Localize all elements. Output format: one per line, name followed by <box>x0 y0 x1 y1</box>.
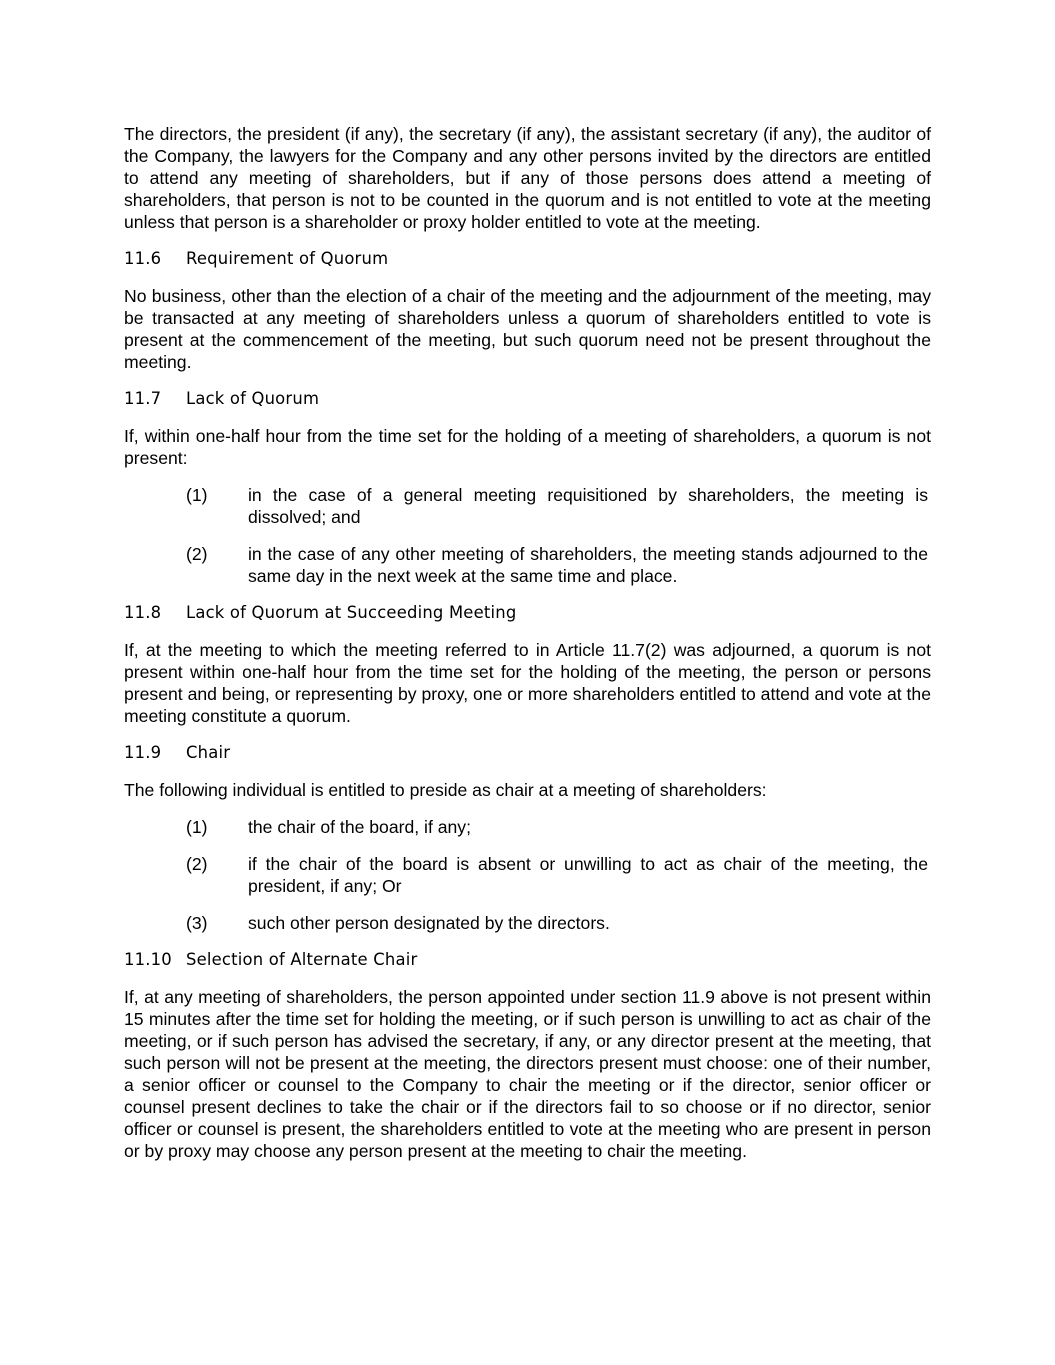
section-heading-11-8 <box>124 602 931 624</box>
section-body-11-7: If, within one-half hour from the time set for the holding of a meeting of shareholders, a quorum is not present: <box>124 426 931 468</box>
section-number: 11.7 <box>124 389 162 408</box>
list-item <box>124 484 931 528</box>
list-item <box>124 853 931 897</box>
section-body-11-8: If, at the meeting to which the meeting referred to in Article 11.7(2) was adjourned, a quorum is not present within one-half hour from the time set for the holding of the meeting, the person or persons present and being, or representing by proxy, one or more shareholders entitled to attend and vote at the meeting constitute a quorum. <box>124 640 931 726</box>
list-item-text: if the chair of the board is absent or unwilling to act as chair of the meeting, the president, if any; Or <box>248 854 928 896</box>
list-item <box>124 816 931 838</box>
list-marker: (1) <box>186 817 208 837</box>
list-item-text: such other person designated by the directors. <box>248 913 610 933</box>
section-heading-11-7 <box>124 388 931 410</box>
list-item <box>124 543 931 587</box>
section-title: Requirement of Quorum <box>186 249 389 268</box>
list-item-text: in the case of any other meeting of shareholders, the meeting stands adjourned to the same day in the next week at the same time and place. <box>248 544 928 586</box>
section-title: Chair <box>186 743 231 762</box>
section-title: Lack of Quorum <box>186 389 320 408</box>
section-body-11-9: The following individual is entitled to preside as chair at a meeting of shareholders: <box>124 780 767 800</box>
section-body-11-6: No business, other than the election of a chair of the meeting and the adjournment of the meeting, may be transacted at any meeting of shareholders unless a quorum of shareholders entitled to vote is present at the commencement of the meeting, but such quorum need not be present throughout the meeting. <box>124 286 931 372</box>
section-number: 11.10 <box>124 950 172 969</box>
document-page <box>124 123 931 1177</box>
list-item <box>124 912 931 934</box>
list-item-text: the chair of the board, if any; <box>248 817 471 837</box>
section-body-11-10: If, at any meeting of shareholders, the person appointed under section 11.9 above is not present within 15 minutes after the time set for holding the meeting, or if such person is unwilling to act as chair of the meeting, or if such person has advised the secretary, if any, or any director present at the meeting, that such person will not be present at the meeting, the directors present must choose: one of their number, a senior officer or counsel to the Company to chair the meeting or if the director, senior officer or counsel present declines to take the chair or if the directors fail to so choose or if no director, senior officer or counsel is present, the shareholders entitled to vote at the meeting who are present in person or by proxy may choose any person present at the meeting to chair the meeting. <box>124 987 931 1161</box>
list-marker: (2) <box>186 544 208 564</box>
section-number: 11.9 <box>124 743 162 762</box>
list-item-text: in the case of a general meeting requisitioned by shareholders, the meeting is dissolved; and <box>248 485 928 527</box>
section-heading-11-9 <box>124 742 931 764</box>
list-marker: (3) <box>186 913 208 933</box>
section-title: Selection of Alternate Chair <box>186 950 418 969</box>
section-number: 11.6 <box>124 249 162 268</box>
section-number: 11.8 <box>124 603 162 622</box>
section-heading-11-10 <box>124 949 931 971</box>
section-title: Lack of Quorum at Succeeding Meeting <box>186 603 517 622</box>
intro-paragraph: The directors, the president (if any), the secretary (if any), the assistant secretary (if any), the auditor of the Company, the lawyers for the Company and any other persons invited by the directors are entitled to attend any meeting of shareholders, but if any of those persons does attend a meeting of shareholders, that person is not to be counted in the quorum and is not entitled to vote at the meeting unless that person is a shareholder or proxy holder entitled to vote at the meeting. <box>124 124 931 232</box>
list-marker: (2) <box>186 854 208 874</box>
list-marker: (1) <box>186 485 208 505</box>
section-heading-11-6 <box>124 248 931 270</box>
